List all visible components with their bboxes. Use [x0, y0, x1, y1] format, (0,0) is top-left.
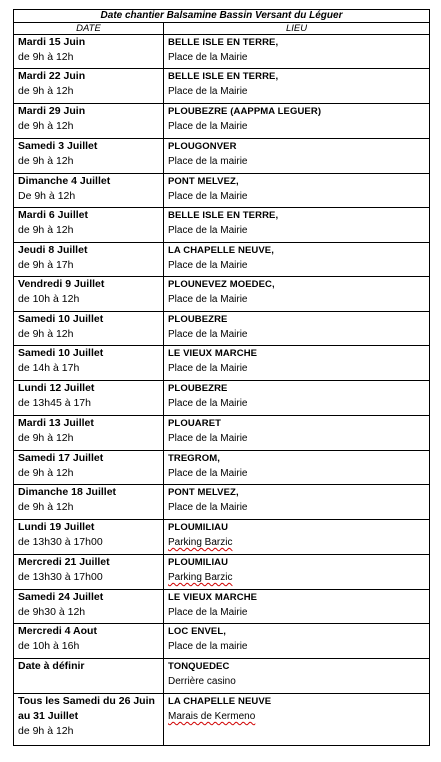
place-name: BELLE ISLE EN TERRE,: [168, 71, 279, 82]
time-text: de 9h à 12h: [18, 155, 74, 167]
time-text: de 13h30 à 17h00: [18, 536, 103, 548]
place-name: PLOUNEVEZ MOEDEC,: [168, 279, 275, 290]
time-text: De 9h à 12h: [18, 190, 76, 202]
date-text: Samedi 3 Juillet: [18, 140, 98, 152]
place-name: PLOUMILIAU: [168, 522, 229, 533]
place-name: PLOUBEZRE: [168, 383, 228, 394]
time-text: de 13h30 à 17h00: [18, 571, 103, 583]
table-row: [14, 590, 430, 624]
place-address: Parking Barzic: [168, 572, 233, 583]
place-name: LOC ENVEL,: [168, 626, 227, 637]
place-name: BELLE ISLE EN TERRE,: [168, 210, 279, 221]
lieu-cell: [164, 174, 430, 208]
date-text: Jeudi 8 Juillet: [18, 244, 88, 256]
date-cell: [14, 277, 164, 312]
date-cell: [14, 104, 164, 139]
place-address: Place de la Mairie: [168, 502, 248, 513]
lieu-cell: [164, 346, 430, 381]
date-cell: [14, 520, 164, 555]
lieu-cell: [164, 104, 430, 139]
time-text: de 9h à 12h: [18, 51, 74, 63]
table-row: [14, 381, 430, 416]
table-row: [14, 416, 430, 451]
time-text: de 9h à 12h: [18, 725, 74, 737]
date-cell: [14, 485, 164, 520]
place-address: Marais de Kermeno: [168, 711, 256, 722]
date-text: Samedi 17 Juillet: [18, 452, 104, 464]
date-text: Samedi 24 Juillet: [18, 591, 104, 603]
time-text: de 9h à 12h: [18, 328, 74, 340]
header-row: [14, 23, 430, 35]
place-address: Place de la Mairie: [168, 191, 248, 202]
date-text: Vendredi 9 Juillet: [18, 278, 105, 290]
lieu-column-header: LIEU: [164, 23, 430, 35]
date-cell: [14, 346, 164, 381]
place-name: PLOUBEZRE: [168, 314, 228, 325]
date-text: Samedi 10 Juillet: [18, 313, 104, 325]
time-text: de 9h à 12h: [18, 224, 74, 236]
place-address: Place de la Mairie: [168, 468, 248, 479]
place-name: LA CHAPELLE NEUVE,: [168, 245, 274, 256]
lieu-cell: [164, 139, 430, 174]
place-address: Place de la Mairie: [168, 121, 248, 132]
place-address: Place de la Mairie: [168, 225, 248, 236]
date-text: Mardi 13 Juillet: [18, 417, 94, 429]
time-text: de 9h à 12h: [18, 85, 74, 97]
table-row: [14, 520, 430, 555]
place-address: Place de la Mairie: [168, 86, 248, 97]
date-text: Dimanche 18 Juillet: [18, 486, 117, 498]
date-cell: [14, 381, 164, 416]
table-row: [14, 104, 430, 139]
date-cell: [14, 694, 164, 746]
place-name: PLOUARET: [168, 418, 222, 429]
title-row: [14, 10, 430, 23]
date-cell: [14, 208, 164, 243]
place-address: Derrière casino: [168, 676, 236, 687]
lieu-cell: [164, 659, 430, 694]
place-address: Place de la Mairie: [168, 260, 248, 271]
table-row: [14, 139, 430, 174]
table-row: [14, 624, 430, 659]
table-title: Date chantier Balsamine Bassin Versant du Léguer: [14, 10, 430, 23]
time-text: de 9h à 12h: [18, 432, 74, 444]
table-row: [14, 312, 430, 346]
date-cell: [14, 555, 164, 590]
date-text: Mardi 6 Juillet: [18, 209, 89, 221]
lieu-cell: [164, 381, 430, 416]
table-row: [14, 243, 430, 277]
time-text: de 9h à 12h: [18, 120, 74, 132]
place-address: Parking Barzic: [168, 537, 233, 548]
table-row: [14, 35, 430, 69]
place-name: PONT MELVEZ,: [168, 487, 239, 498]
place-name: LE VIEUX MARCHE: [168, 348, 258, 359]
place-address: Place de la Mairie: [168, 607, 248, 618]
lieu-cell: [164, 208, 430, 243]
time-text: de 9h à 12h: [18, 467, 74, 479]
lieu-cell: [164, 69, 430, 104]
time-text: de 13h45 à 17h: [18, 397, 91, 409]
lieu-cell: [164, 555, 430, 590]
table-row: [14, 555, 430, 590]
date-cell: [14, 139, 164, 174]
place-name: BELLE ISLE EN TERRE,: [168, 37, 279, 48]
date-text: Mercredi 21 Juillet: [18, 556, 110, 568]
date-text: Tous les Samedi du 26 Juin au 31 Juillet: [18, 695, 155, 722]
date-cell: [14, 590, 164, 624]
time-text: de 9h à 17h: [18, 259, 74, 271]
place-address: Place de la Mairie: [168, 294, 248, 305]
date-text: Mercredi 4 Aout: [18, 625, 97, 637]
time-text: de 10h à 12h: [18, 293, 80, 305]
place-name: PLOUBEZRE (AAPPMA LEGUER): [168, 106, 322, 117]
time-text: de 10h à 16h: [18, 640, 80, 652]
table-row: [14, 485, 430, 520]
table-row: [14, 346, 430, 381]
lieu-cell: [164, 312, 430, 346]
date-text: Samedi 10 Juillet: [18, 347, 104, 359]
place-address: Place de la Mairie: [168, 52, 248, 63]
place-name: PONT MELVEZ,: [168, 176, 239, 187]
date-column-header: DATE: [14, 23, 164, 35]
date-cell: [14, 416, 164, 451]
date-cell: [14, 35, 164, 69]
time-text: de 9h à 12h: [18, 501, 74, 513]
date-text: Lundi 12 Juillet: [18, 382, 95, 394]
date-cell: [14, 451, 164, 485]
date-cell: [14, 69, 164, 104]
lieu-cell: [164, 590, 430, 624]
place-name: TONQUEDEC: [168, 661, 230, 672]
lieu-cell: [164, 35, 430, 69]
schedule-table: [13, 9, 430, 746]
place-address: Place de la Mairie: [168, 329, 248, 340]
date-text: Mardi 22 Juin: [18, 70, 86, 82]
place-address: Place de la mairie: [168, 641, 248, 652]
date-text: Date à définir: [18, 660, 85, 672]
place-address: Place de la Mairie: [168, 433, 248, 444]
lieu-cell: [164, 485, 430, 520]
table-row: [14, 694, 430, 746]
place-name: PLOUGONVER: [168, 141, 237, 152]
table-row: [14, 659, 430, 694]
date-cell: [14, 312, 164, 346]
date-text: Dimanche 4 Juillet: [18, 175, 111, 187]
table-row: [14, 174, 430, 208]
table-row: [14, 69, 430, 104]
place-address: Place de la Mairie: [168, 363, 248, 374]
lieu-cell: [164, 624, 430, 659]
lieu-cell: [164, 451, 430, 485]
place-name: TREGROM,: [168, 453, 220, 464]
place-name: PLOUMILIAU: [168, 557, 229, 568]
table-row: [14, 277, 430, 312]
lieu-cell: [164, 694, 430, 746]
lieu-cell: [164, 243, 430, 277]
place-name: LE VIEUX MARCHE: [168, 592, 258, 603]
time-text: de 14h à 17h: [18, 362, 80, 374]
lieu-cell: [164, 416, 430, 451]
date-text: Mardi 29 Juin: [18, 105, 86, 117]
date-cell: [14, 659, 164, 694]
table-row: [14, 451, 430, 485]
date-cell: [14, 174, 164, 208]
date-cell: [14, 243, 164, 277]
time-text: de 9h30 à 12h: [18, 606, 86, 618]
place-address: Place de la Mairie: [168, 398, 248, 409]
place-name: LA CHAPELLE NEUVE: [168, 696, 272, 707]
date-text: Lundi 19 Juillet: [18, 521, 95, 533]
lieu-cell: [164, 520, 430, 555]
lieu-cell: [164, 277, 430, 312]
date-text: Mardi 15 Juin: [18, 36, 86, 48]
place-address: Place de la mairie: [168, 156, 248, 167]
table-row: [14, 208, 430, 243]
date-cell: [14, 624, 164, 659]
